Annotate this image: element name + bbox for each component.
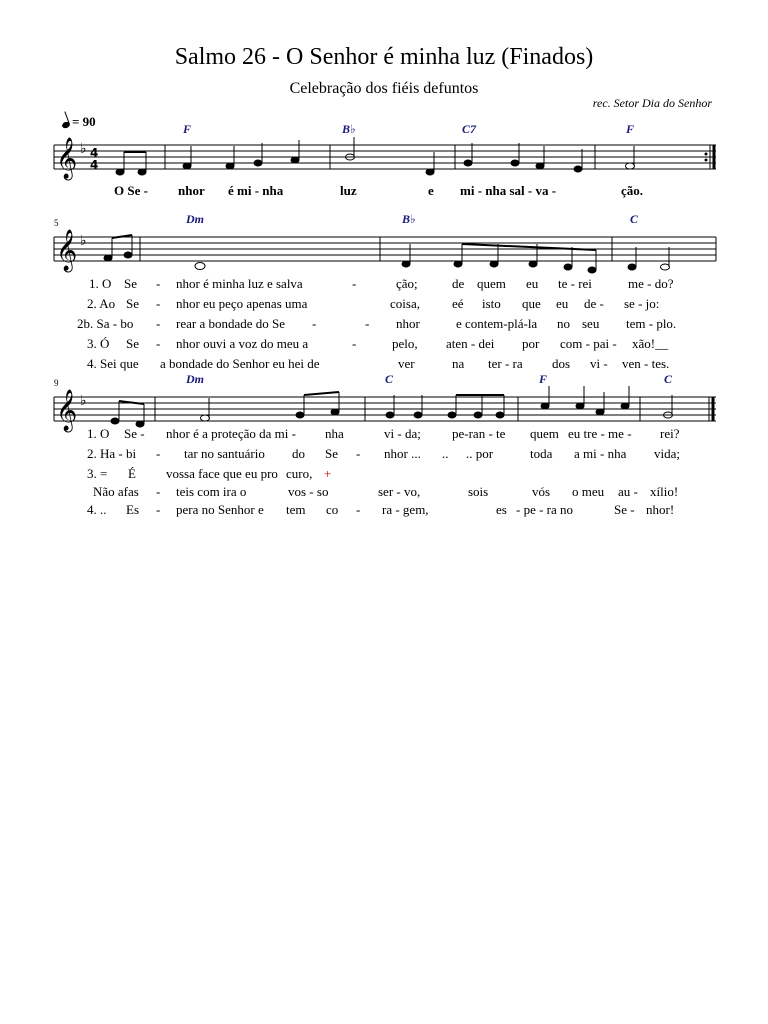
lyric-syllable: pera no Senhor e (176, 502, 264, 517)
lyric-syllable: rear a bondade do Se (176, 316, 286, 331)
lyric-syllable: isto (482, 296, 501, 311)
lyric-syllable: Se - (124, 426, 145, 441)
lyric-syllable: - (356, 446, 361, 461)
lyric-syllable: na (452, 356, 465, 371)
lyric-syllable: 3. Ó (87, 336, 110, 351)
lyric-syllable: com - pai - (560, 336, 617, 351)
staff-2 (54, 237, 716, 261)
chord-symbol: B♭ (342, 122, 356, 136)
lyric-syllable: xão!__ (632, 336, 669, 351)
lyric-syllable: nhor ... (384, 446, 421, 461)
lyric-syllable: eu tre - me - (568, 426, 632, 441)
lyric-syllable: - (356, 502, 361, 517)
lyric-syllable: Não afas (93, 484, 139, 499)
lyric-syllable: nhor é a proteção da mi - (166, 426, 296, 441)
lyric-syllable: au - (618, 484, 638, 499)
lyric-syllable: pe-ran - te (452, 426, 506, 441)
lyric-syllable: mi - nha sal - va - (460, 183, 557, 198)
lyric-syllable: nhor! (646, 502, 675, 517)
lyric-syllable: Es (126, 502, 139, 517)
treble-clef-icon: 𝄞 (56, 138, 78, 179)
lyric-syllable: .. (442, 446, 449, 461)
lyric-syllable: Se (124, 276, 137, 291)
page-subtitle: Celebração dos fiéis defuntos (289, 80, 479, 97)
chord-symbol: F (626, 122, 635, 136)
lyric-syllable: es (496, 502, 507, 517)
lyric-syllable: 1. O (89, 276, 112, 291)
lyric-syllable: - pe - ra no (516, 502, 574, 517)
chord-symbol: Dm (186, 212, 204, 226)
lyric-syllable: seu (582, 316, 600, 331)
measure-number: 5 (54, 218, 59, 228)
lyric-syllable: coisa, (390, 296, 420, 311)
chord-symbol: F (539, 372, 548, 386)
lyric-syllable: de (452, 276, 465, 291)
lyric-syllable: .. por (466, 446, 494, 461)
lyric-syllable: toda (530, 446, 553, 461)
lyric-syllable: sois (468, 484, 489, 499)
chord-symbol: Dm (186, 372, 204, 386)
lyric-syllable: 2b. Sa - bo (77, 316, 134, 331)
lyric-syllable: ver (398, 356, 415, 371)
lyric-syllable: rei? (660, 426, 680, 441)
lyric-syllable: nhor (396, 316, 420, 331)
lyric-syllable: nhor é minha luz e salva (176, 276, 303, 291)
staff-1 (54, 145, 716, 169)
lyric-syllable: - (312, 316, 317, 331)
lyric-syllable: Se - (614, 502, 635, 517)
lyric-syllable: O Se - (114, 183, 148, 198)
lyric-syllable: 1. O (87, 426, 110, 441)
lyric-syllable: do (292, 446, 305, 461)
lyric-syllable: tem - plo. (626, 316, 677, 331)
lyric-syllable: curo, (286, 466, 313, 481)
treble-clef-icon: 𝄞 (56, 230, 78, 271)
tempo-value: = 90 (72, 114, 96, 129)
lyric-syllable: - (156, 336, 161, 351)
chord-symbol: B♭ (402, 212, 416, 226)
lyric-syllable: quem (530, 426, 559, 441)
lyric-syllable: e (428, 183, 434, 198)
lyric-syllable: eu (556, 296, 569, 311)
credit-text: rec. Setor Dia do Senhor (592, 96, 712, 110)
lyric-syllable: eé (452, 296, 464, 311)
lyric-plus-marker: + (324, 466, 332, 481)
staff-3 (54, 397, 716, 421)
lyric-syllable: que (522, 296, 541, 311)
lyric-syllable: nha (325, 426, 344, 441)
lyric-syllable: vida; (654, 446, 680, 461)
flat-icon: ♭ (80, 141, 87, 157)
chord-symbol: F (183, 122, 192, 136)
lyric-syllable: vós (532, 484, 551, 499)
lyric-syllable: ra - gem, (382, 502, 429, 517)
lyric-syllable: ção. (621, 183, 644, 198)
lyric-syllable: nhor ouvi a voz do meu a (176, 336, 309, 351)
lyric-syllable: Se (126, 336, 139, 351)
lyric-syllable: quem (477, 276, 506, 291)
lyric-syllable: vi - da; (384, 426, 421, 441)
page-title: Salmo 26 - O Senhor é minha luz (Finados) (174, 44, 594, 70)
flat-icon: ♭ (80, 233, 87, 249)
lyric-syllable: a mi - nha (574, 446, 627, 461)
lyric-syllable: pelo, (392, 336, 418, 351)
lyric-syllable: a bondade do Senhor eu hei de (160, 356, 320, 371)
lyric-syllable: - (156, 502, 161, 517)
lyric-syllable: ven - tes. (622, 356, 670, 371)
lyric-syllable: te - rei (558, 276, 592, 291)
lyric-syllable: nhor eu peço apenas uma (176, 296, 308, 311)
lyric-syllable: teis com ira o (176, 484, 247, 499)
lyric-syllable: - (352, 276, 357, 291)
lyric-syllable: - (352, 336, 357, 351)
lyric-syllable: 2. Ao (87, 296, 116, 311)
lyric-syllable: me - do? (628, 276, 674, 291)
lyric-syllable: tem (286, 502, 306, 517)
lyric-syllable: nhor (178, 183, 205, 198)
lyric-syllable: é mi - nha (228, 183, 284, 198)
lyric-syllable: vossa face que eu pro (166, 466, 278, 481)
lyric-syllable: tar no santuário (184, 446, 265, 461)
lyric-syllable: por (522, 336, 540, 351)
treble-clef-icon: 𝄞 (56, 390, 78, 431)
lyric-syllable: e contem-plá-la (456, 316, 538, 331)
lyric-syllable: o meu (572, 484, 605, 499)
lyric-syllable: no (557, 316, 570, 331)
chord-symbol: C (385, 372, 394, 386)
lyric-syllable: - (156, 316, 161, 331)
lyric-syllable: ção; (396, 276, 418, 291)
lyric-syllable: - (156, 296, 161, 311)
lyric-syllable: dos (552, 356, 571, 371)
lyric-syllable: Se (325, 446, 338, 461)
lyric-syllable: vos - so (288, 484, 329, 499)
lyric-syllable: aten - dei (446, 336, 495, 351)
lyric-syllable: ter - ra (488, 356, 523, 371)
lyric-syllable: de - (584, 296, 604, 311)
measure-number: 9 (54, 378, 59, 388)
lyric-syllable: - (156, 484, 161, 499)
time-signature: 4 (90, 146, 99, 160)
lyric-syllable: luz (340, 183, 357, 198)
lyric-syllable: vi - (590, 356, 608, 371)
flat-icon: ♭ (80, 393, 87, 409)
lyric-syllable: co (326, 502, 339, 517)
lyric-syllable: 3. = (87, 466, 108, 481)
lyric-syllable: 4. Sei que (87, 356, 139, 371)
lyric-syllable: eu (526, 276, 539, 291)
lyric-syllable: 2. Ha - bi (87, 446, 137, 461)
lyric-syllable: - (156, 276, 161, 291)
lyric-syllable: se - jo: (624, 296, 660, 311)
lyric-syllable: xílio! (650, 484, 679, 499)
lyric-syllable: Se (126, 296, 139, 311)
lyric-syllable: - (365, 316, 370, 331)
chord-symbol: C (664, 372, 673, 386)
lyric-syllable: - (156, 446, 161, 461)
lyric-syllable: É (128, 466, 136, 481)
chord-symbol: C7 (462, 122, 477, 136)
time-signature: 4 (90, 158, 99, 172)
lyric-syllable: ser - vo, (378, 484, 421, 499)
lyric-syllable: 4. .. (87, 502, 107, 517)
chord-symbol: C (630, 212, 639, 226)
